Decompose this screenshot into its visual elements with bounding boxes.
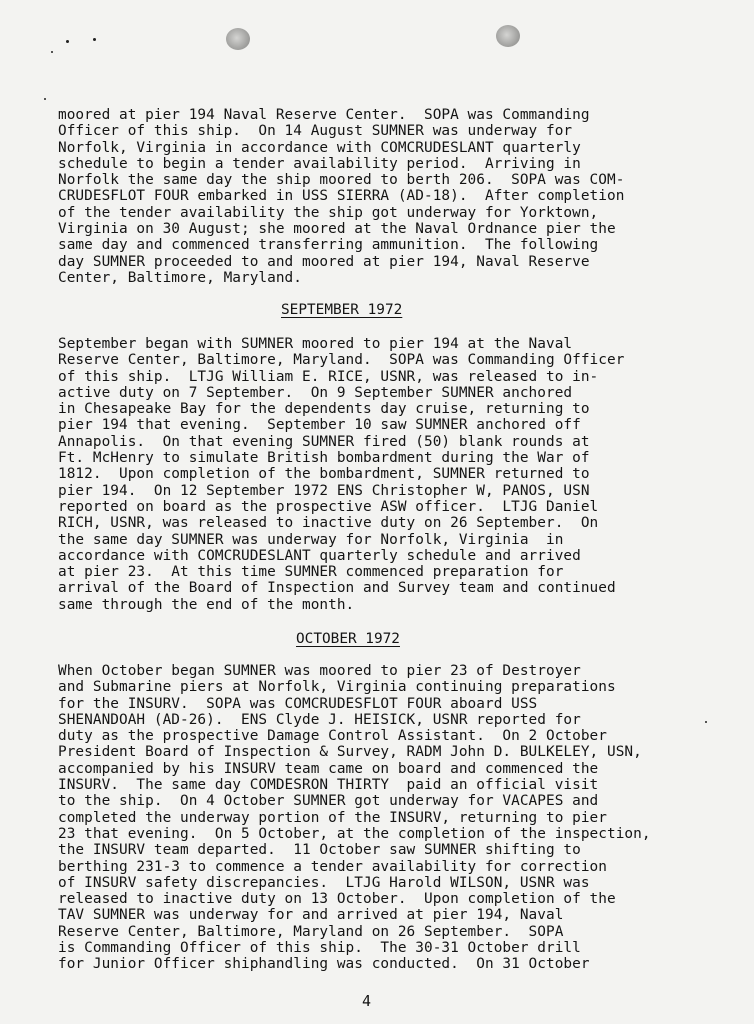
scan-speck bbox=[51, 51, 53, 53]
punch-hole-right bbox=[496, 25, 520, 47]
text-line: Reserve Center, Baltimore, Maryland on 26 September. SOPA bbox=[58, 923, 564, 940]
text-line: Ft. McHenry to simulate British bombardment during the War of bbox=[58, 450, 590, 467]
section-heading-october: OCTOBER 1972 bbox=[296, 631, 400, 647]
text-line: RICH, USNR, was released to inactive duty on 26 September. On bbox=[58, 515, 599, 532]
text-line: arrival of the Board of Inspection and Survey team and continued bbox=[58, 580, 616, 597]
scan-speck bbox=[66, 40, 69, 43]
text-line: for Junior Officer shiphandling was conducted. On 31 October bbox=[58, 956, 590, 973]
text-line: of the tender availability the ship got underway for Yorktown, bbox=[58, 204, 599, 221]
text-line: berthing 231-3 to commence a tender availability for correction bbox=[58, 858, 607, 875]
section-heading-september: SEPTEMBER 1972 bbox=[281, 302, 403, 318]
text-line: the INSURV team departed. 11 October saw SUMNER shifting to bbox=[58, 842, 581, 859]
text-line: September began with SUMNER moored to pier 194 at the Naval bbox=[58, 336, 573, 352]
text-line: day SUMNER proceeded to and moored at pier 194, Naval Reserve bbox=[58, 253, 590, 270]
text-line: pier 194. On 12 September 1972 ENS Christopher W, PANOS, USN bbox=[58, 482, 590, 499]
text-line: same through the end of the month. bbox=[58, 596, 355, 613]
text-line: Norfolk, Virginia in accordance with COMCRUDESLANT quarterly bbox=[58, 139, 581, 156]
text-line: accordance with COMCRUDESLANT quarterly schedule and arrived bbox=[58, 547, 581, 564]
text-line: same day and commenced transferring ammunition. The following bbox=[58, 237, 599, 254]
text-line: SHENANDOAH (AD-26). ENS Clyde J. HEISICK, USNR reported for bbox=[58, 711, 581, 728]
text-line: Officer of this ship. On 14 August SUMNER was underway for bbox=[58, 123, 573, 140]
text-line: released to inactive duty on 13 October. Upon completion of the bbox=[58, 891, 616, 908]
paragraph-october bbox=[58, 663, 738, 973]
text-line: the same day SUMNER was underway for Norfolk, Virginia in bbox=[58, 531, 564, 548]
text-line: of INSURV safety discrepancies. LTJG Harold WILSON, USNR was bbox=[58, 874, 590, 891]
text-line: to the ship. On 4 October SUMNER got underway for VACAPES and bbox=[58, 793, 599, 810]
text-line: completed the underway portion of the INSURV, returning to pier bbox=[58, 809, 607, 826]
text-line: Norfolk the same day the ship moored to berth 206. SOPA was COM- bbox=[58, 172, 625, 189]
text-line: CRUDESFLOT FOUR embarked in USS SIERRA (AD-18). After completion bbox=[58, 188, 625, 205]
text-line: duty as the prospective Damage Control Assistant. On 2 October bbox=[58, 728, 607, 745]
text-line: Annapolis. On that evening SUMNER fired (50) blank rounds at bbox=[58, 433, 590, 450]
text-line: Center, Baltimore, Maryland. bbox=[58, 269, 302, 286]
text-line: and Submarine piers at Norfolk, Virginia continuing preparations bbox=[58, 679, 616, 696]
text-line: active duty on 7 September. On 9 September SUMNER anchored bbox=[58, 384, 573, 401]
text-line: When October began SUMNER was moored to pier 23 of Destroyer bbox=[58, 663, 581, 679]
text-line: is Commanding Officer of this ship. The 30-31 October drill bbox=[58, 940, 581, 957]
punch-hole-left bbox=[226, 28, 250, 50]
text-line: reported on board as the prospective ASW officer. LTJG Daniel bbox=[58, 498, 599, 515]
paragraph-september bbox=[58, 336, 738, 613]
page-number: 4 bbox=[362, 992, 372, 1010]
text-line: at pier 23. At this time SUMNER commenced preparation for bbox=[58, 564, 564, 581]
paragraph-august bbox=[58, 107, 738, 286]
scan-speck bbox=[44, 98, 46, 100]
text-line: President Board of Inspection & Survey, RADM John D. BULKELEY, USN, bbox=[58, 744, 642, 761]
text-line: for the INSURV. SOPA was COMCRUDESFLOT FOUR aboard USS bbox=[58, 695, 538, 712]
text-line: INSURV. The same day COMDESRON THIRTY paid an official visit bbox=[58, 777, 599, 794]
text-line: 23 that evening. On 5 October, at the completion of the inspection, bbox=[58, 825, 651, 842]
text-line: pier 194 that evening. September 10 saw SUMNER anchored off bbox=[58, 417, 581, 434]
text-line: 1812. Upon completion of the bombardment, SUMNER returned to bbox=[58, 466, 590, 483]
text-line: TAV SUMNER was underway for and arrived at pier 194, Naval bbox=[58, 907, 564, 924]
text-line: of this ship. LTJG William E. RICE, USNR, was released to in- bbox=[58, 368, 599, 385]
scan-speck bbox=[93, 38, 96, 41]
text-line: schedule to begin a tender availability period. Arriving in bbox=[58, 155, 581, 172]
text-line: moored at pier 194 Naval Reserve Center. SOPA was Commanding bbox=[58, 107, 590, 123]
text-line: in Chesapeake Bay for the dependents day cruise, returning to bbox=[58, 401, 590, 418]
text-line: Reserve Center, Baltimore, Maryland. SOPA was Commanding Officer bbox=[58, 352, 625, 369]
text-line: accompanied by his INSURV team came on board and commenced the bbox=[58, 760, 599, 777]
text-line: Virginia on 30 August; she moored at the Naval Ordnance pier the bbox=[58, 221, 616, 238]
